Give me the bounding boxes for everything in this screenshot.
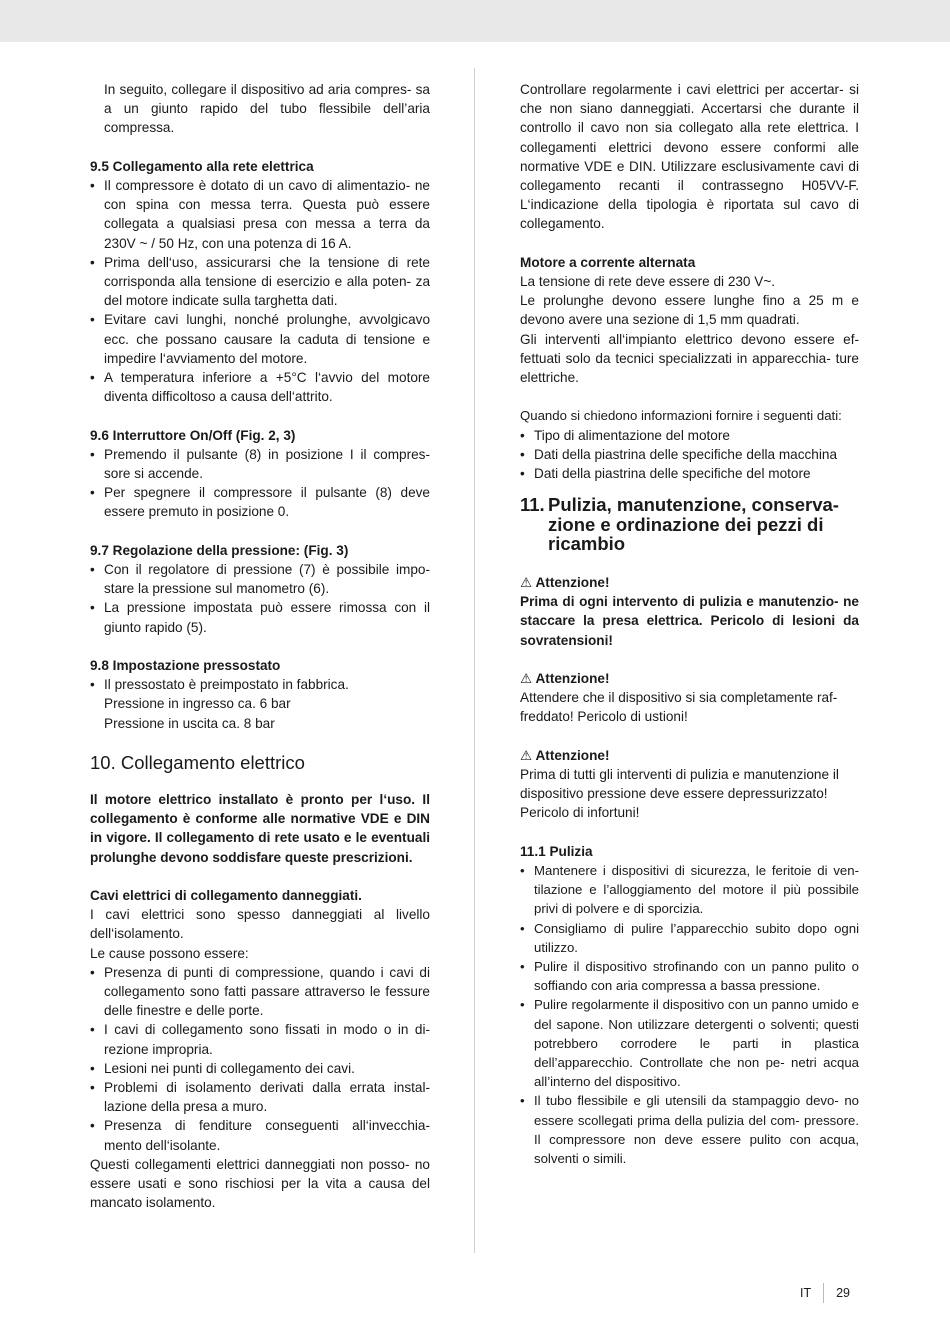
damaged-cables-paragraph: I cavi elettrici sono spesso danneggiati al livello dell‘isolamento.: [90, 907, 430, 942]
section-10-heading: 10. Collegamento elettrico: [90, 752, 305, 774]
footer-separator: [823, 1283, 824, 1303]
warning-1-label: Attenzione!: [535, 574, 610, 590]
warning-3-label-line: [520, 746, 859, 765]
closing-paragraph: Questi collegamenti elettrici danneggiati non posso- no essere usati e sono rischiosi per la vita a causa del mancato isolamento.: [90, 1156, 430, 1211]
list-item: • Con il regolatore di pressione (7) è possibile impo- stare la pressione sul manometro (6).: [90, 560, 430, 598]
causes-list: [90, 963, 430, 1155]
causes-intro: Le cause possono essere:: [90, 945, 249, 961]
list-item: • A temperatura inferiore a +5°C l‘avvio del motore diventa difficoltoso a causa dell‘attrito.: [90, 368, 430, 406]
list-item: • I cavi di collegamento sono fissati in modo o in di- rezione impropria.: [90, 1020, 430, 1058]
warning-1-label-line: [520, 573, 859, 592]
cable-check-paragraph: Controllare regolarmente i cavi elettrici per accertar- si che non siano danneggiati. Accertarsi che durante il controllo il cavo non sia collegato alla rete elettrica. I collegamenti elettrici devono essere conformi alle normative VDE e DIN. Utilizzare esclusivamente cavi di collegamento recanti il contrassegno H05VV-F. L‘indicazione della tipologia è riportata sul cavo di collegamento.: [520, 82, 859, 232]
ac-motor-technicians: Gli interventi all‘impianto elettrico devono essere ef- fettuati solo da tecnici specializzati in apparecchia- ture elettriche.: [520, 331, 859, 386]
list-item: • Il pressostato è preimpostato in fabbrica.: [90, 675, 430, 694]
language-code: IT: [800, 1286, 812, 1300]
list-item: • Mantenere i dispositivi di sicurezza, le feritoie di ven- tilazione e l’alloggiamento del motore il più possibile privi di polvere e di sporcizia.: [520, 861, 859, 919]
left-column: [90, 80, 430, 1212]
top-band: [0, 0, 950, 42]
list-item: • Per spegnere il compressore il pulsante (8) deve essere premuto in posizione 0.: [90, 483, 430, 521]
warning-1-text: Prima di ogni intervento di pulizia e manutenzio- ne staccare la presa elettrica. Pericolo di lesioni da sovratensioni!: [520, 594, 859, 648]
ac-motor-heading: Motore a corrente alternata: [520, 254, 696, 270]
info-intro: Quando si chiedono informazioni fornire i seguenti dati:: [520, 408, 842, 424]
warning-2-text: Attendere che il dispositivo si sia completamente raf- freddato! Pericolo di ustioni!: [520, 690, 838, 725]
list-item: • Problemi di isolamento derivati dalla errata instal- lazione della presa a muro.: [90, 1078, 430, 1116]
intro-paragraph: In seguito, collegare il dispositivo ad aria compres- sa a un giunto rapido del tubo flessibile dell’aria compressa.: [104, 82, 430, 136]
list-item: • La pressione impostata può essere rimossa con il giunto rapido (5).: [90, 598, 430, 636]
list-item: • Presenza di fenditure conseguenti all‘invecchia- mento dell‘isolante.: [90, 1116, 430, 1154]
section-11-title: Pulizia, manutenzione, conserva- zione e ordinazione dei pezzi di ricambio: [548, 494, 839, 555]
list-item: • Pulire regolarmente il dispositivo con un panno umido e del sapone. Non utilizzare detergenti o solventi; questi potrebbero corrodere le parti in plastica dell’apparecchio. Controllate che non pe- netri acqua all’interno del dispositivo.: [520, 995, 859, 1091]
warning-triangle-icon: ⚠: [520, 574, 533, 590]
list-item: • Lesioni nei punti di collegamento dei cavi.: [90, 1059, 430, 1078]
page-number: 29: [836, 1286, 851, 1300]
warning-3-label: Attenzione!: [535, 747, 610, 763]
list-item: • Tipo di alimentazione del motore: [520, 426, 859, 445]
list-item: • Consigliamo di pulire l’apparecchio subito dopo ogni utilizzo.: [520, 919, 859, 957]
list-item: • Pulire il dispositivo strofinando con un panno pulito o soffiando con aria compressa a bassa pressione.: [520, 957, 859, 995]
inlet-pressure: Pressione in ingresso ca. 6 bar: [104, 696, 291, 712]
warning-triangle-icon: ⚠: [520, 747, 533, 763]
list-item: • Dati della piastrina delle specifiche della macchina: [520, 445, 859, 464]
outlet-pressure: Pressione in uscita ca. 8 bar: [104, 715, 275, 731]
section-9-8-heading: 9.8 Impostazione pressostato: [90, 658, 281, 674]
section-11-1-heading: 11.1 Pulizia: [520, 843, 593, 859]
section-9-7-heading: 9.7 Regolazione della pressione: (Fig. 3): [90, 542, 349, 558]
column-divider: [474, 68, 475, 1253]
section-10-bold-paragraph: Il motore elettrico installato è pronto per l‘uso. Il collegamento è conforme alle normative VDE e DIN in vigore. Il collegamento di rete usato e le eventuali prolunghe devono soddisfare queste prescrizioni.: [90, 792, 430, 865]
list-item: • Evitare cavi lunghi, nonché prolunghe, avvolgicavo ecc. che possano causare la caduta di tensione e impedire l‘avviamento del motore.: [90, 310, 430, 368]
section-9-5-list: [90, 176, 430, 406]
section-11-heading: [520, 495, 859, 554]
section-9-8-list: [90, 675, 430, 694]
list-item: • Premendo il pulsante (8) in posizione I il compres- sore si accende.: [90, 445, 430, 483]
warning-3-text: Prima di tutti gli interventi di pulizia e manutenzione il dispositivo pressione deve essere depressurizzato! Pericolo di infortuni!: [520, 766, 839, 821]
list-item: • Il compressore è dotato di un cavo di alimentazio- ne con spina con messa terra. Questa può essere collegata a qualsiasi presa con messa a terra da 230V ~ / 50 Hz, con una potenza di 16 A.: [90, 176, 430, 253]
section-11-number: 11.: [520, 494, 545, 516]
section-9-6-heading: 9.6 Interruttore On/Off (Fig. 2, 3): [90, 427, 296, 443]
cleaning-list: [520, 861, 859, 1168]
ac-motor-voltage: La tensione di rete deve essere di 230 V~.: [520, 274, 776, 290]
ac-motor-extensions: Le prolunghe devono essere lunghe fino a 25 m e devono avere una sezione di 1,5 mm quadrati.: [520, 293, 859, 328]
warning-2-label-line: [520, 669, 859, 688]
right-column: [520, 80, 859, 1168]
page-footer: [800, 1283, 850, 1303]
warning-triangle-icon: ⚠: [520, 670, 533, 686]
list-item: • Prima dell‘uso, assicurarsi che la tensione di rete corrisponda alla tensione di esercizio e alla poten- za del motore indicate sulla targhetta dati.: [90, 253, 430, 311]
info-list: [520, 426, 859, 484]
warning-2-label: Attenzione!: [535, 670, 610, 686]
section-9-7-list: [90, 560, 430, 637]
damaged-cables-heading: Cavi elettrici di collegamento danneggiati.: [90, 888, 362, 904]
list-item: • Il tubo flessibile e gli utensili da stampaggio devo- no essere scollegati prima della pulizia del com- pressore. Il compressore non deve essere pulito con acqua, solventi o simili.: [520, 1091, 859, 1168]
list-item: • Dati della piastrina delle specifiche del motore: [520, 464, 859, 483]
list-item: • Presenza di punti di compressione, quando i cavi di collegamento sono fatti passare attraverso le fessure delle finestre e delle porte.: [90, 963, 430, 1021]
section-9-5-heading: 9.5 Collegamento alla rete elettrica: [90, 158, 314, 174]
section-9-6-list: [90, 445, 430, 522]
